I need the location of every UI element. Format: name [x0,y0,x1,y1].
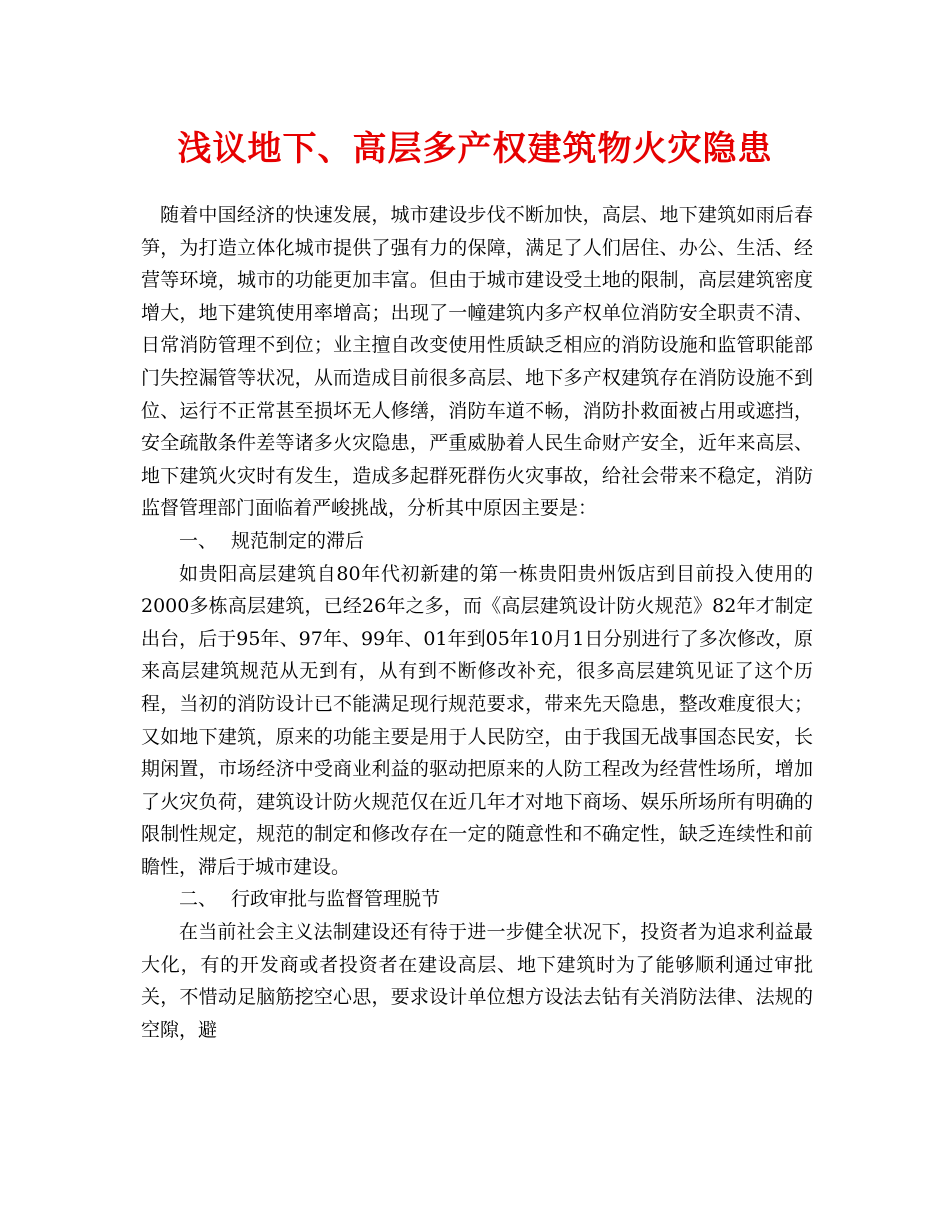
section-1-number: 一、 [179,529,218,552]
section-1-heading-text: 规范制定的滞后 [231,529,365,552]
section-1-heading [141,525,813,558]
section-1-paragraph: 如贵阳高层建筑自80年代初新建的第一栋贵阳贵州饭店到目前投入使用的2000多栋高层建筑，已经26年之多，而《高层建筑设计防火规范》82年才制定出台，后于95年、97年、99年、01年到05年10月1日分别进行了多次修改，原来高层建筑规范从无到有，从有到不断修改补充，很多高层建筑见证了这个历程，当初的消防设计已不能满足现行规范要求，带来先天隐患，整改难度很大；又如地下建筑，原来的功能主要是用于人民防空，由于我国无战事国态民安，长期闲置，市场经济中受商业利益的驱动把原来的人防工程改为经营性场所，增加了火灾负荷，建筑设计防火规范仅在近几年才对地下商场、娱乐所场所有明确的限制性规定，规范的制定和修改存在一定的随意性和不确定性，缺乏连续性和前瞻性，滞后于城市建设。 [141,562,813,878]
document-title: 浅议地下、高层多产权建筑物火灾隐患 [177,129,773,169]
intro-paragraph: 随着中国经济的快速发展，城市建设步伐不断加快，高层、地下建筑如雨后春笋，为打造立体化城市提供了强有力的保障，满足了人们居住、办公、生活、经营等环境，城市的功能更加丰富。但由于城市建设受土地的限制，高层建筑密度增大，地下建筑使用率增高；出现了一幢建筑内多产权单位消防安全职责不清、日常消防管理不到位；业主擅自改变使用性质缺乏相应的消防设施和监管职能部门失控漏管等状况，从而造成目前很多高层、地下多产权建筑存在消防设施不到位、运行不正常甚至损坏无人修缮，消防车道不畅，消防扑救面被占用或遮挡，安全疏散条件差等诸多火灾隐患，严重威胁着人民生命财产安全，近年来高层、地下建筑火灾时有发生，造成多起群死群伤火灾事故，给社会带来不稳定，消防监督管理部门面临着严峻挑战，分析其中原因主要是： [141,204,813,520]
section-2-paragraph: 在当前社会主义法制建设还有待于进一步健全状况下，投资者为追求利益最大化，有的开发商或者投资者在建设高层、地下建筑时为了能够顺利通过审批关，不惜动足脑筋挖空心思，要求设计单位想方设法去钻有关消防法律、法规的空隙，避 [141,921,813,1041]
section-2-heading [141,883,813,916]
section-2-heading-text: 行政审批与监督管理脱节 [231,888,441,911]
section-2-number: 二、 [179,888,218,911]
document-body [141,199,813,1046]
